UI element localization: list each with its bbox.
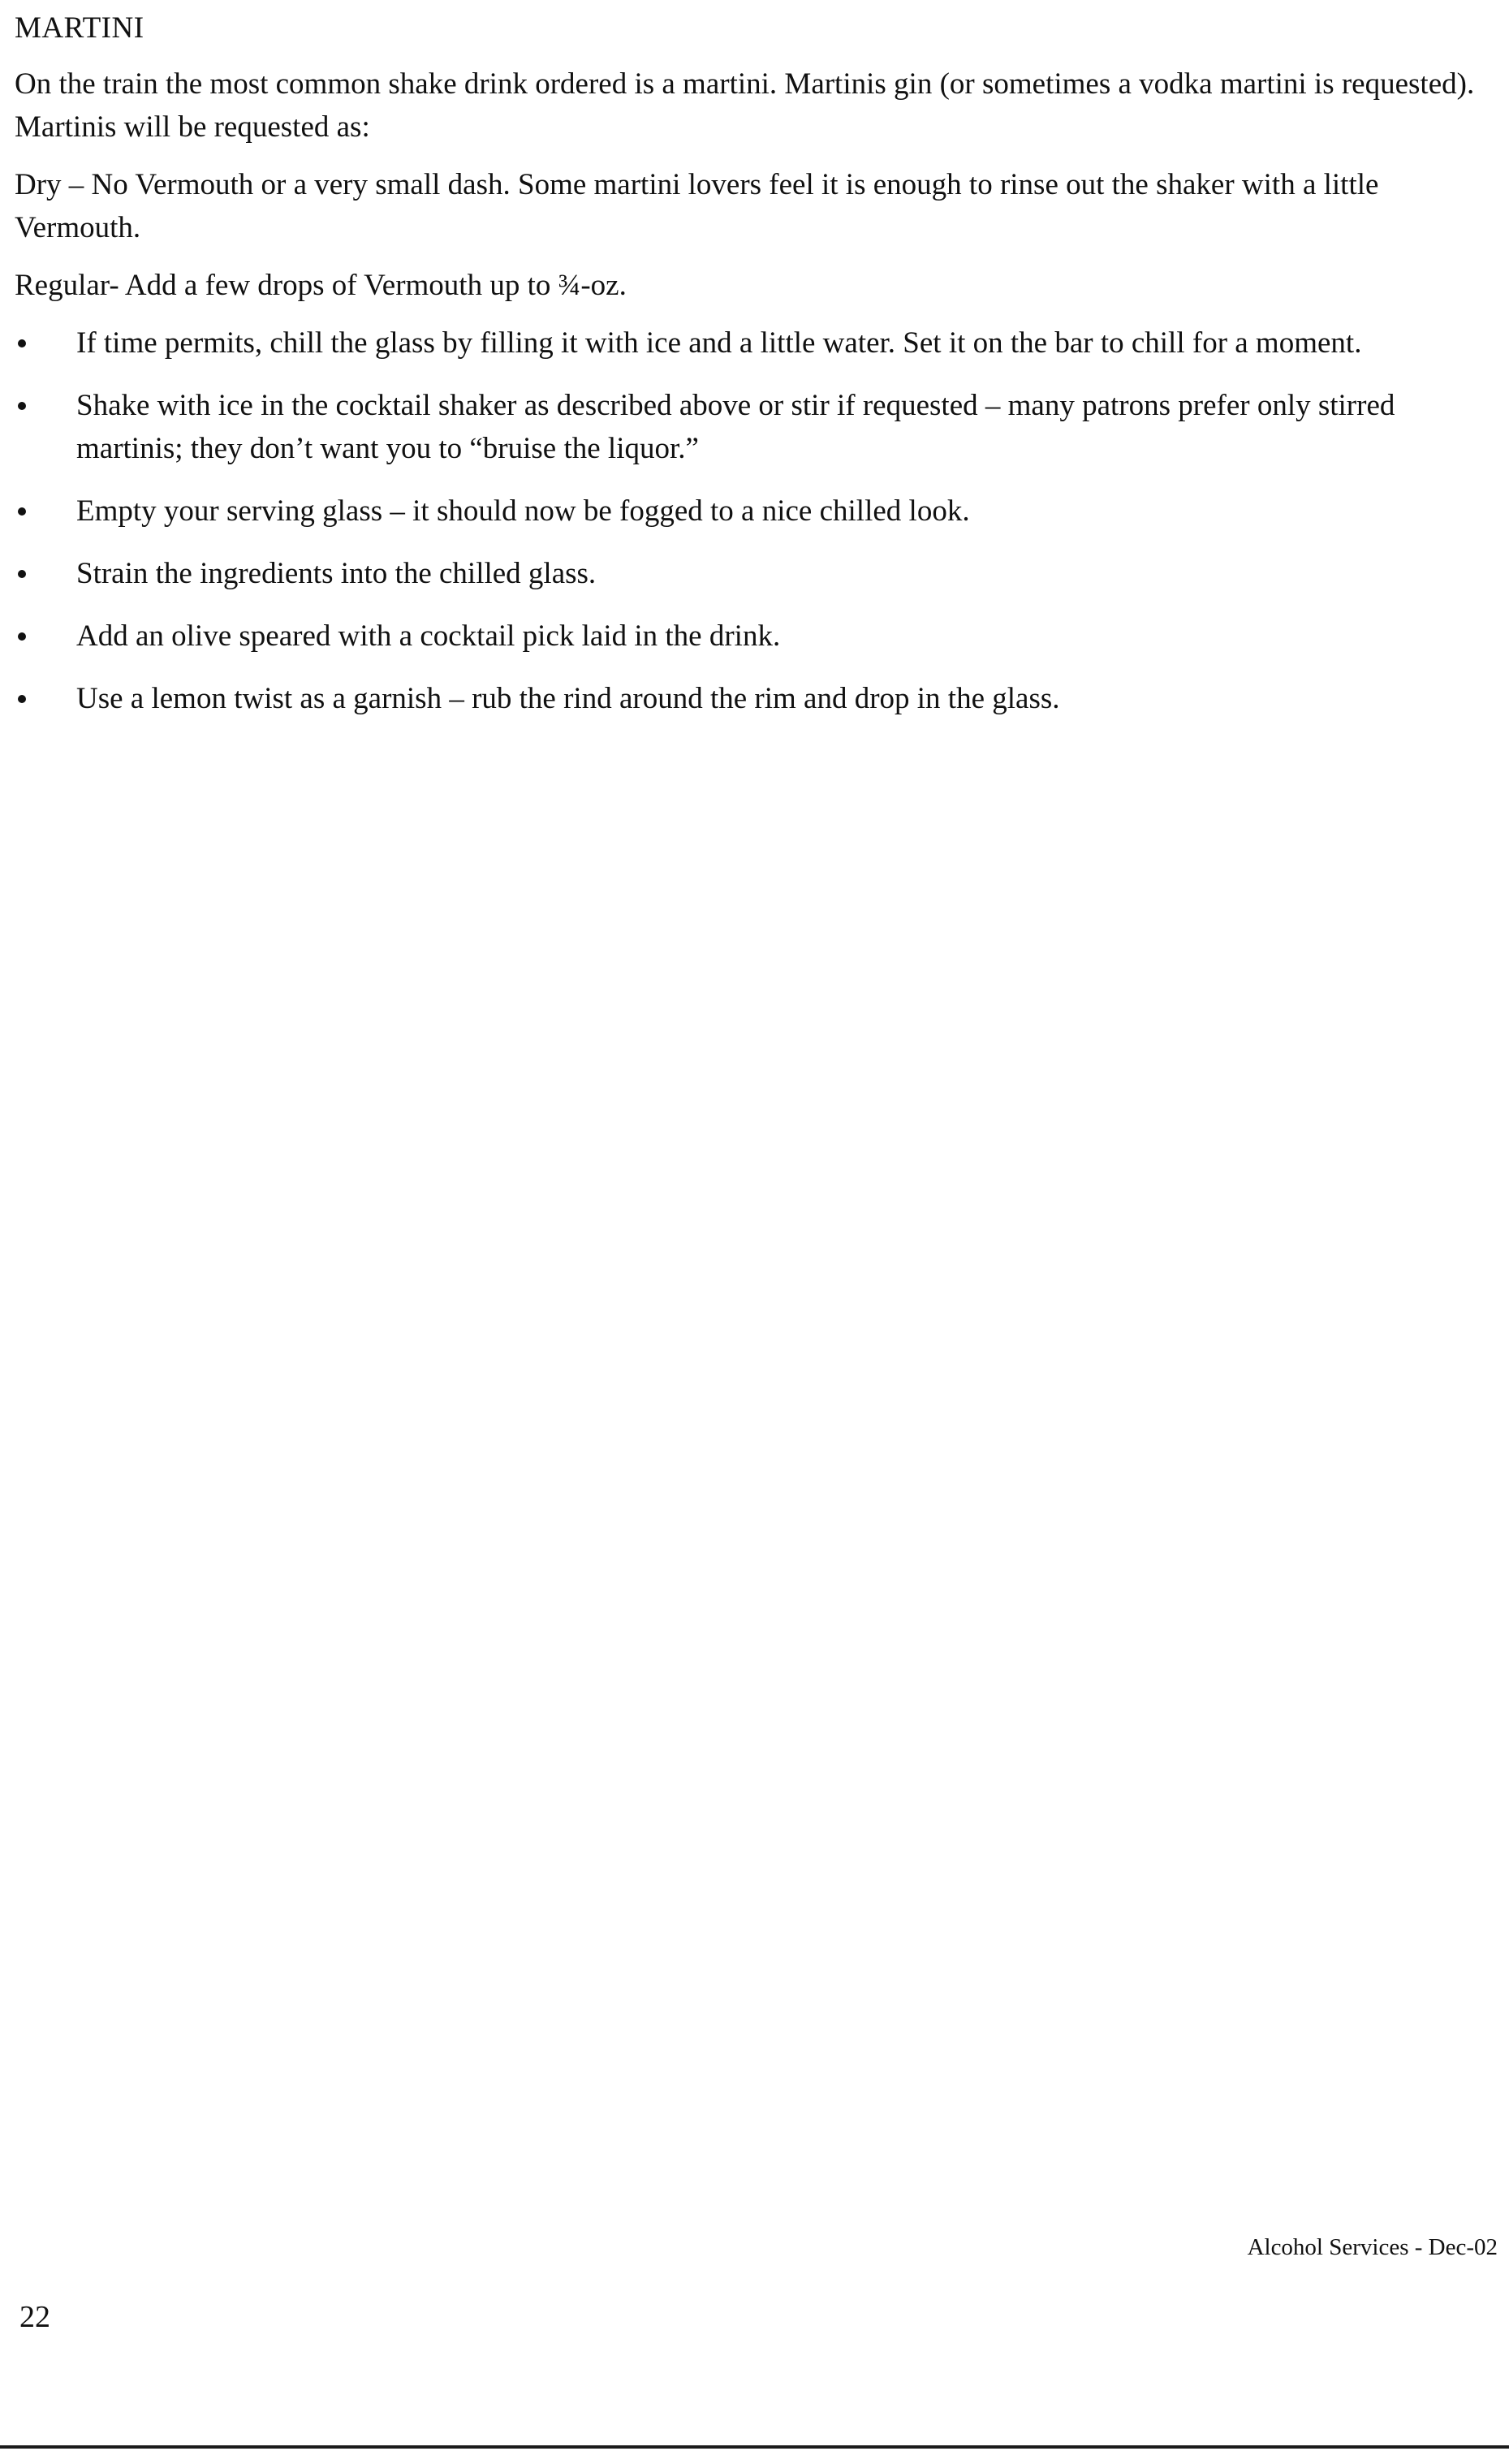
list-item [15, 384, 1476, 470]
list-item [15, 321, 1476, 365]
regular-term: Regular- [15, 269, 119, 302]
list-item-text: Empty your serving glass – it should now be fogged to a nice chilled look. [76, 494, 970, 528]
list-item-text: Shake with ice in the cocktail shaker as described above or stir if requested – many patrons prefer only stirred martinis; they don’t want you to “bruise the liquor.” [76, 389, 1395, 465]
footer-title: Alcohol Services - Dec-02 [1247, 2234, 1498, 2260]
document-body [15, 6, 1476, 740]
regular-paragraph [15, 264, 1476, 307]
bullet-icon [18, 632, 26, 641]
instruction-list [15, 321, 1476, 720]
page-number: 22 [19, 2300, 50, 2334]
bottom-rule [0, 2445, 1509, 2449]
bullet-icon [18, 695, 26, 703]
list-item [15, 552, 1476, 595]
list-item [15, 490, 1476, 533]
bullet-icon [18, 339, 26, 347]
list-item-text: Add an olive speared with a cocktail pick laid in the drink. [76, 619, 781, 653]
dry-description: – No Vermouth or a very small dash. Some martini lovers feel it is enough to rinse out the shaker with a little Vermouth. [15, 168, 1379, 244]
intro-paragraph: On the train the most common shake drink ordered is a martini. Martinis gin (or sometimes a vodka martini is requested). Martinis will be requested as: [15, 67, 1475, 144]
bullet-icon [18, 507, 26, 516]
list-item [15, 615, 1476, 658]
list-item-text: Strain the ingredients into the chilled glass. [76, 557, 597, 590]
list-item-text: If time permits, chill the glass by filling it with ice and a little water. Set it on the bar to chill for a moment. [76, 326, 1362, 360]
regular-description: Add a few drops of Vermouth up to ¾-oz. [119, 269, 627, 302]
bullet-icon [18, 402, 26, 410]
dry-term: Dry [15, 168, 62, 201]
dry-paragraph [15, 163, 1476, 249]
list-item-text: Use a lemon twist as a garnish – rub the rind around the rim and drop in the glass. [76, 682, 1060, 715]
section-heading: MARTINI [15, 11, 144, 45]
bullet-icon [18, 570, 26, 578]
list-item [15, 677, 1476, 720]
